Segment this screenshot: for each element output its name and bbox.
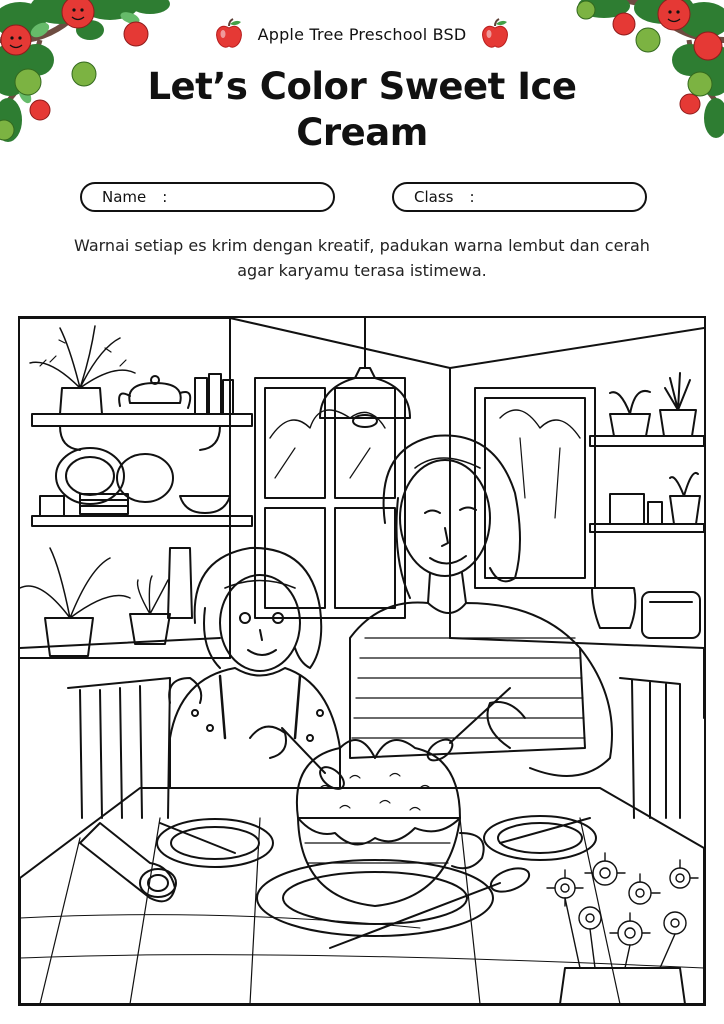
apple-icon	[214, 18, 244, 50]
name-label: Name	[102, 188, 147, 206]
coloring-illustration	[18, 316, 706, 1006]
mother	[350, 435, 612, 776]
name-field[interactable]	[80, 182, 335, 212]
apple-icon	[480, 18, 510, 50]
page-title: Let’s Color Sweet Ice Cream	[147, 65, 577, 154]
girl	[169, 548, 348, 793]
left-shelves	[30, 326, 252, 526]
right-window	[475, 388, 595, 588]
flowers	[547, 853, 698, 1004]
chairs	[68, 678, 680, 818]
table	[20, 788, 704, 1004]
class-field[interactable]	[392, 182, 647, 212]
ice-cream-bowl	[257, 740, 532, 948]
school-name: Apple Tree Preschool BSD	[257, 24, 467, 44]
right-shelves	[590, 373, 704, 638]
class-label: Class	[414, 188, 454, 206]
class-separator: :	[469, 188, 475, 206]
school-header	[0, 16, 724, 52]
instructions-text: Warnai setiap es krim dengan kreatif, padukan warna lembut dan cerah agar karyamu terasa istimewa.	[74, 236, 650, 280]
name-separator: :	[162, 188, 168, 206]
